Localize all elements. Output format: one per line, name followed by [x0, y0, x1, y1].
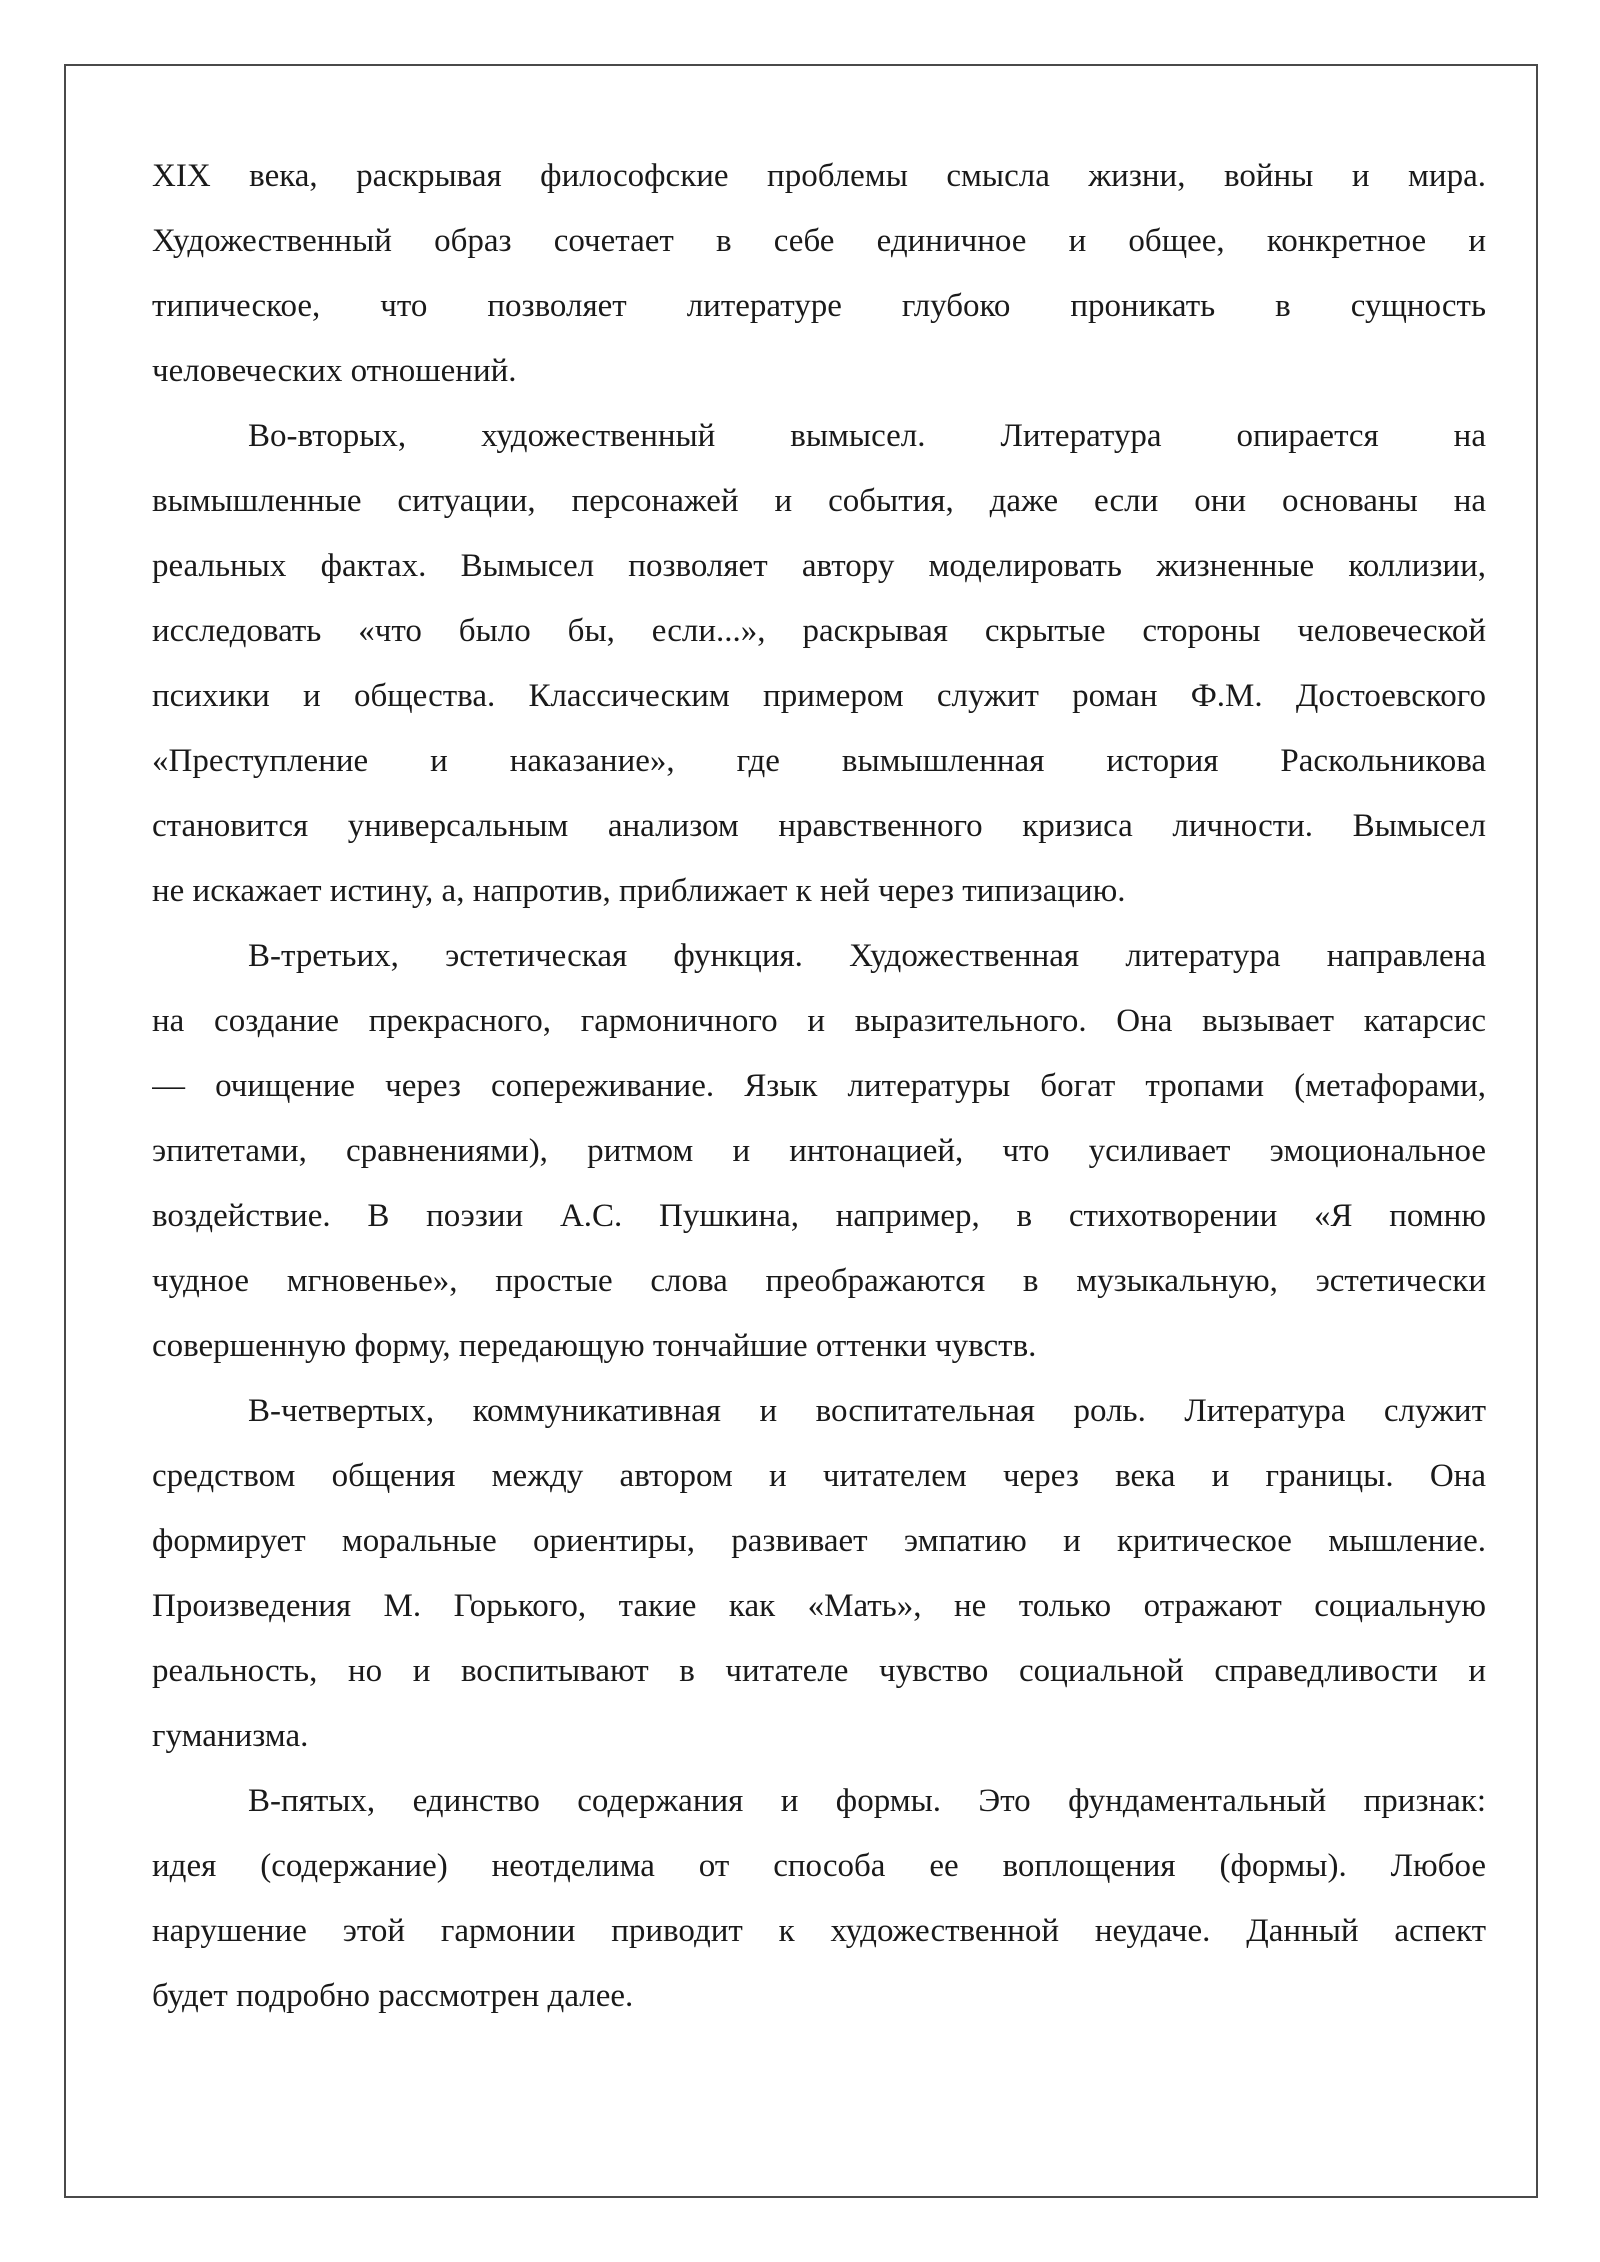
text-line: идея (содержание) неотделима от способа ее воплощения (формы). Любое [152, 1848, 1486, 1884]
text-line: формирует моральные ориентиры, развивает эмпатию и критическое мышление. [152, 1523, 1486, 1559]
paragraph-3 [152, 924, 1486, 1379]
text-line: вымышленные ситуации, персонажей и события, даже если они основаны на [152, 483, 1486, 519]
text-line: совершенную форму, передающую тончайшие оттенки чувств. [152, 1328, 1037, 1364]
text-line: средством общения между автором и читателем через века и границы. Она [152, 1458, 1486, 1494]
text-line: эпитетами, сравнениями), ритмом и интонацией, что усиливает эмоциональное [152, 1133, 1486, 1169]
text-line: воздействие. В поэзии А.С. Пушкина, например, в стихотворении «Я помню [152, 1198, 1486, 1234]
text-line: чудное мгновенье», простые слова преображаются в музыкальную, эстетически [152, 1263, 1486, 1299]
document-body [152, 144, 1486, 2029]
text-line: человеческих отношений. [152, 353, 517, 389]
text-line: типическое, что позволяет литературе глубоко проникать в сущность [152, 288, 1486, 324]
text-line: XIX века, раскрывая философские проблемы смысла жизни, войны и мира. [152, 158, 1486, 194]
text-line: «Преступление и наказание», где вымышленная история Раскольникова [152, 743, 1486, 779]
paragraph-5 [152, 1769, 1486, 2029]
text-line: исследовать «что было бы, если...», раскрывая скрытые стороны человеческой [152, 613, 1486, 649]
text-line: на создание прекрасного, гармоничного и выразительного. Она вызывает катарсис [152, 1003, 1486, 1039]
text-line: гуманизма. [152, 1718, 309, 1754]
text-line: Произведения М. Горького, такие как «Мать», не только отражают социальную [152, 1588, 1486, 1624]
paragraph-2 [152, 404, 1486, 924]
text-line: нарушение этой гармонии приводит к художественной неудаче. Данный аспект [152, 1913, 1486, 1949]
text-line: — очищение через сопереживание. Язык литературы богат тропами (метафорами, [152, 1068, 1486, 1104]
text-line: становится универсальным анализом нравственного кризиса личности. Вымысел [152, 808, 1486, 844]
text-line: В-пятых, единство содержания и формы. Это фундаментальный признак: [248, 1783, 1486, 1819]
paragraph-1 [152, 144, 1486, 404]
text-line: Во-вторых, художественный вымысел. Литература опирается на [248, 418, 1486, 454]
text-line: будет подробно рассмотрен далее. [152, 1978, 634, 2014]
text-line: реальных фактах. Вымысел позволяет автору моделировать жизненные коллизии, [152, 548, 1486, 584]
text-line: психики и общества. Классическим примером служит роман Ф.М. Достоевского [152, 678, 1486, 714]
text-line: реальность, но и воспитывают в читателе чувство социальной справедливости и [152, 1653, 1486, 1689]
paragraph-4 [152, 1379, 1486, 1769]
text-line: В-третьих, эстетическая функция. Художественная литература направлена [248, 938, 1486, 974]
text-line: Художественный образ сочетает в себе единичное и общее, конкретное и [152, 223, 1486, 259]
text-line: В-четвертых, коммуникативная и воспитательная роль. Литература служит [248, 1393, 1486, 1429]
text-line: не искажает истину, а, напротив, приближает к ней через типизацию. [152, 873, 1126, 909]
